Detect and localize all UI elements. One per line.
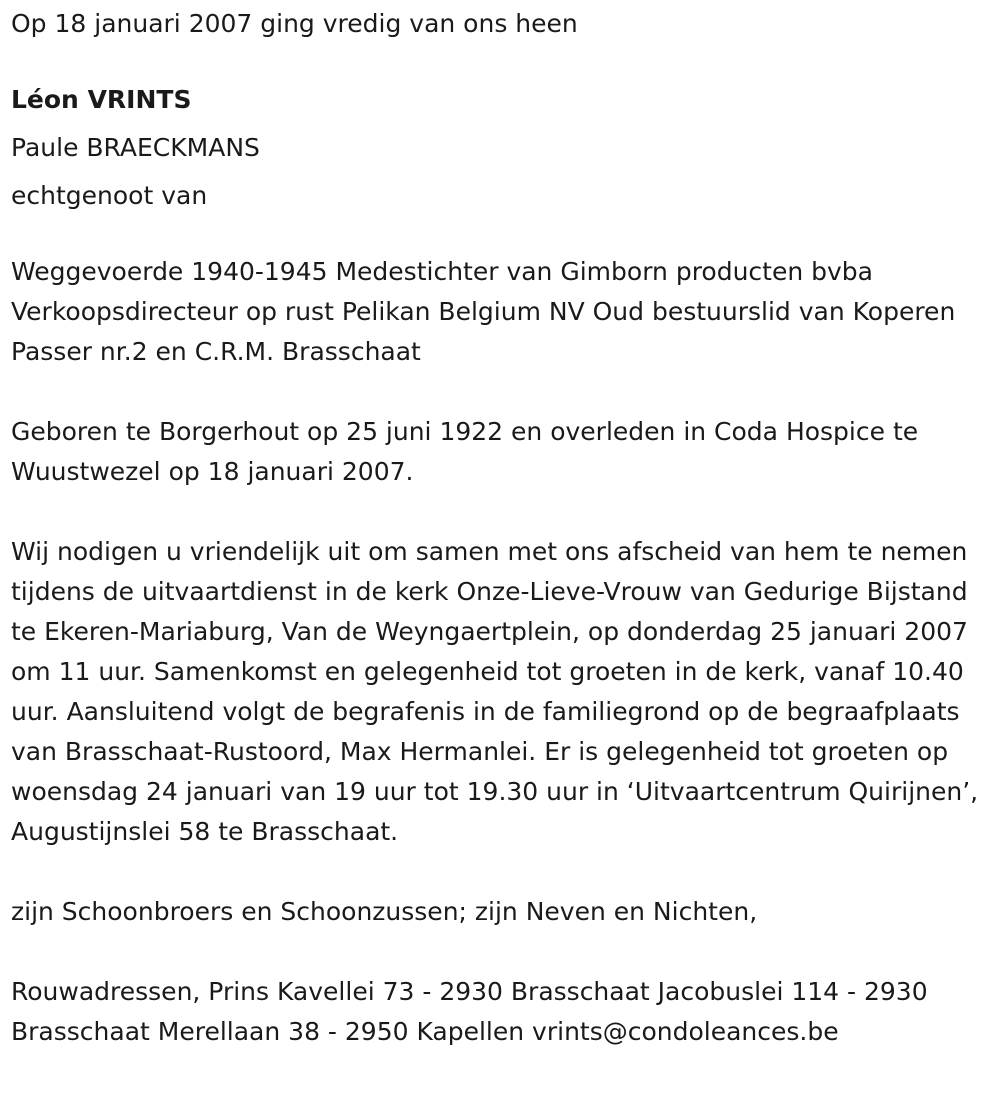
- spouse-name: Paule BRAECKMANS: [11, 133, 260, 162]
- relation-text: echtgenoot van: [11, 181, 208, 210]
- spacer: [11, 932, 993, 972]
- biography-paragraph: Weggevoerde 1940-1945 Medestichter van Gimborn producten bvba Verkoopsdirecteur op rust Pelikan Belgium NV Oud bestuurslid van Koperen Passer nr.2 en C.R.M. Brasschaat: [11, 257, 956, 366]
- addresses-paragraph: Rouwadressen, Prins Kavellei 73 - 2930 Brasschaat Jacobuslei 114 - 2930 Brasschaat Merellaan 38 - 2950 Kapellen vrints@condoleances.be: [11, 977, 928, 1046]
- spacer: [11, 852, 993, 892]
- invitation-paragraph: Wij nodigen u vriendelijk uit om samen met ons afscheid van hem te nemen tijdens de uitvaartdienst in de kerk Onze-Lieve-Vrouw van Gedurige Bijstand te Ekeren-Mariaburg, Van de Weyngaertplein, op donderdag 25 januari 2007 om 11 uur. Samenkomst en gelegenheid tot groeten in de kerk, vanaf 10.40 uur. Aansluitend volgt de begrafenis in de familiegrond op de begraafplaats van Brasschaat-Rustoord, Max Hermanlei. Er is gelegenheid tot groeten op woensdag 24 januari van 19 uur tot 19.30 uur in ‘Uitvaartcentrum Quirijnen’, Augustijnslei 58 te Brasschaat.: [11, 537, 979, 846]
- names-block: [11, 76, 993, 220]
- spacer: [11, 220, 993, 252]
- spacer: [11, 492, 993, 532]
- intro-line: Op 18 januari 2007 ging vredig van ons heen: [11, 9, 578, 38]
- deceased-name: Léon VRINTS: [11, 85, 192, 114]
- birth-death-paragraph: Geboren te Borgerhout op 25 juni 1922 en overleden in Coda Hospice te Wuustwezel op 18 januari 2007.: [11, 417, 919, 486]
- obituary-document: [11, 4, 993, 1052]
- spacer: [11, 372, 993, 412]
- family-paragraph: zijn Schoonbroers en Schoonzussen; zijn Neven en Nichten,: [11, 897, 758, 926]
